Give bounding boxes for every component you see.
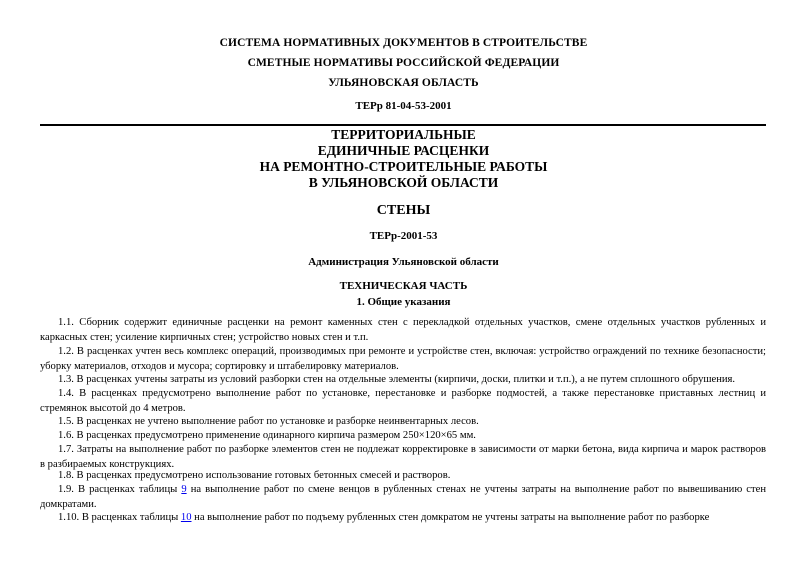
authority: Администрация Ульяновской области [308, 256, 499, 268]
paragraph-1-9 [40, 483, 766, 512]
header-code: ТЕРр 81-04-53-2001 [355, 100, 452, 112]
paragraph-1-10-text-start: 1.10. В расценках таблицы [58, 512, 181, 523]
paragraph-1-6: 1.6. В расценках предусмотрено применение одинарного кирпича размером 250×120×65 мм. [58, 430, 476, 441]
title-line-3: НА РЕМОНТНО-СТРОИТЕЛЬНЫЕ РАБОТЫ [259, 159, 548, 174]
paragraph-1-10 [40, 511, 766, 526]
paragraph-1-9-text-end: на выполнение работ по смене венцов в рубленных стенах не учтены затраты на выполнение работ по вывешиванию стен домкратами. [40, 484, 767, 510]
table-9-link[interactable]: 9 [181, 484, 187, 495]
paragraph-1-4: 1.4. В расценках предусмотрено выполнение работ по установке, перестановке и разборке подмостей, а также перестановке приставных лестниц и стремянок высотой до 4 метров. [40, 388, 766, 414]
document-code: ТЕРр-2001-53 [369, 230, 438, 242]
section-title: СТЕНЫ [376, 203, 431, 218]
paragraph-1-9-text-start: 1.9. В расценках таблицы [58, 484, 182, 495]
header-line-3: УЛЬЯНОВСКАЯ ОБЛАСТЬ [328, 77, 479, 89]
part-title: ТЕХНИЧЕСКАЯ ЧАСТЬ [339, 280, 468, 292]
title-line-4: В УЛЬЯНОВСКОЙ ОБЛАСТИ [308, 175, 499, 190]
table-10-link[interactable]: 10 [180, 512, 192, 523]
paragraph-1-3: 1.3. В расценках учтены затраты из условий разборки стен на отдельные элементы (кирпичи, доски, плитки и т.п.), а не путем сплошного обрушения. [58, 374, 736, 385]
paragraph-1-10-text-end: на выполнение работ по подъему рубленных стен домкратом не учтены затраты на выполнение работ по разборке [191, 512, 710, 523]
chapter-title: 1. Общие указания [356, 296, 451, 308]
title-line-2: ЕДИНИЧНЫЕ РАСЦЕНКИ [317, 143, 490, 158]
header-line-2: СМЕТНЫЕ НОРМАТИВЫ РОССИЙСКОЙ ФЕДЕРАЦИИ [247, 57, 560, 69]
title-line-1: ТЕРРИТОРИАЛЬНЫЕ [331, 127, 476, 142]
header-divider [40, 124, 766, 126]
paragraph-1-5: 1.5. В расценках не учтено выполнение работ по установке и разборке неинвентарных лесов. [58, 416, 479, 427]
paragraph-1-7: 1.7. Затраты на выполнение работ по разборке элементов стен не подлежат корректировке в зависимости от марки бетона, вида кирпича и марок растворов в разбираемых конструкциях. [40, 444, 766, 470]
paragraph-1-1: 1.1. Сборник содержит единичные расценки на ремонт каменных стен с перекладкой отдельных участков, смене отдельных участков рубленных и каркасных стен; усиление кирпичных стен; устройство новых стен и т.п. [40, 317, 766, 343]
header-line-1: СИСТЕМА НОРМАТИВНЫХ ДОКУМЕНТОВ В СТРОИТЕЛЬСТВЕ [219, 37, 588, 49]
paragraph-1-2: 1.2. В расценках учтен весь комплекс операций, производимых при ремонте и устройстве стен, включая: устройство ограждений по технике безопасности; уборку материалов, отходов и мусора; сортировку и штабелировку материалов. [40, 346, 766, 372]
paragraph-1-8: 1.8. В расценках предусмотрено использование готовых бетонных смесей и растворов. [58, 470, 451, 481]
